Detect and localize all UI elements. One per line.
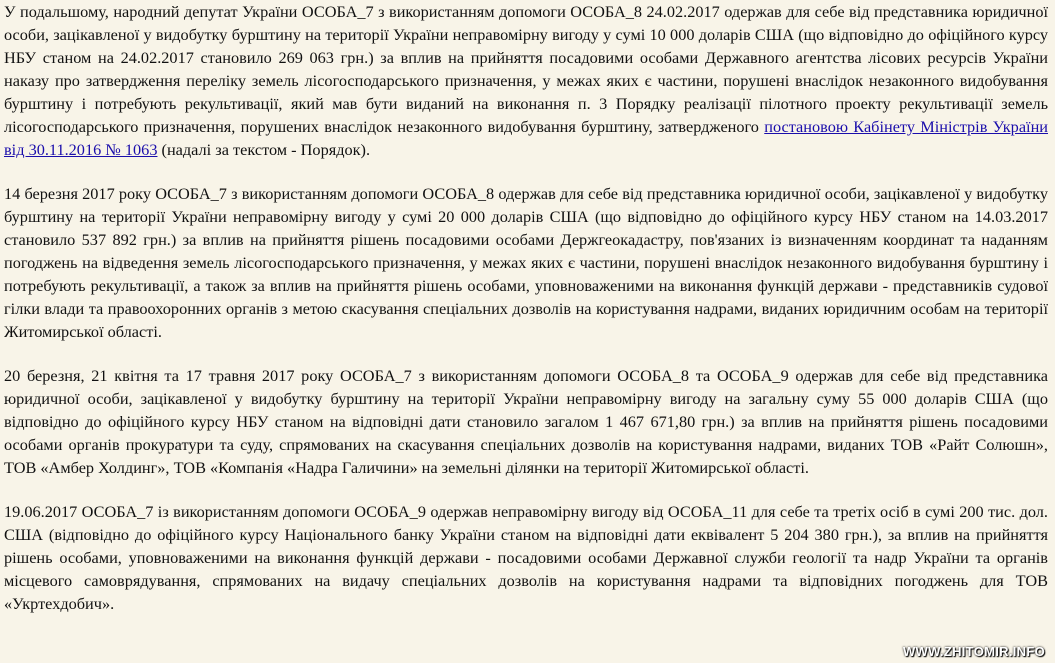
paragraph-4: 19.06.2017 ОСОБА_7 із використанням допомоги ОСОБА_9 одержав неправомірну вигоду від ОСОБА_11 для себе та третіх осіб в сумі 200 тис. дол. США (відповідно до офіційного курсу Національного банку України станом на відповідні дати еквівалент 5 204 380 грн.), за вплив на прийняття рішень особами, уповноваженими на виконання функцій держави - посадовими особами Державної служби геології та надр України та органів місцевого самоврядування, спрямованих на видачу спеціальних дозволів на користування надрами та відповідних погоджень для ТОВ «Укртехдобич». [4, 502, 1048, 613]
paragraph-2: 14 березня 2017 року ОСОБА_7 з використанням допомоги ОСОБА_8 одержав для себе від представника юридичної особи, зацікавленої у видобутку бурштину на території України неправомірну вигоду у сумі 20 000 доларів США (що відповідно до офіційного курсу НБУ станом на 14.03.2017 становило 537 892 грн.) за вплив на прийняття рішень посадовими особами Держгеокадастру, пов'язаних із визначенням координат та наданням погоджень на відведення земель лісогосподарського призначення, у межах яких є частини, порушені внаслідок незаконного видобування бурштину і потребують рекультивації, а також за вплив на прийняття рішень особами, уповноваженими на виконання функцій держави - представників судової гілки влади та правоохоронних органів з метою скасування спеціальних дозволів на користування надрами, виданих юридичним особам на території Житомирської області. [4, 184, 1048, 341]
paragraph-1-text: У подальшому, народний депутат України ОСОБА_7 з використанням допомоги ОСОБА_8 24.02.2017 одержав для себе від представника юридичної особи, зацікавленої у видобутку бурштину на території України неправомірну вигоду у сумі 10 000 доларів США (що відповідно до офіційного курсу НБУ станом на 24.02.2017 становило 269 063 грн.) за вплив на прийняття посадовими особами Державного агентства лісових ресурсів України наказу про затвердження переліку земель лісогосподарського призначення, у межах яких є частини, порушені внаслідок незаконного видобування бурштину і потребують рекультивації, який мав бути виданий на виконання п. 3 Порядку реалізації пілотного проекту рекультивації земель лісогосподарського призначення, порушених внаслідок незаконного видобування бурштину, затвердженого [4, 2, 1048, 136]
paragraph-1 [4, 0, 1048, 161]
resolution-link[interactable]: постановою Кабінету Міністрів України від 30.11.2016 № 1063 [4, 117, 1048, 159]
paragraph-3: 20 березня, 21 квітня та 17 травня 2017 року ОСОБА_7 з використанням допомоги ОСОБА_8 та ОСОБА_9 одержав для себе від представника юридичної особи, зацікавленої у видобутку бурштину на території України неправомірну вигоду на загальну суму 55 000 доларів США (що відповідно до офіційного курсу НБУ станом на відповідні дати становило загалом 1 467 671,80 грн.) за вплив на прийняття рішень посадовими особами органів прокуратури та суду, спрямованих на скасування спеціальних дозволів на користування надрами, виданих ТОВ «Райт Солюшн», ТОВ «Амбер Холдинг», ТОВ «Компанія «Надра Галичини» на земельні ділянки на території Житомирської області. [4, 366, 1048, 477]
site-watermark: WWW.ZHITOMIR.INFO [902, 644, 1045, 659]
paragraph-1-tail: (надалі за текстом - Порядок). [157, 140, 371, 159]
document-body [4, 0, 1048, 615]
